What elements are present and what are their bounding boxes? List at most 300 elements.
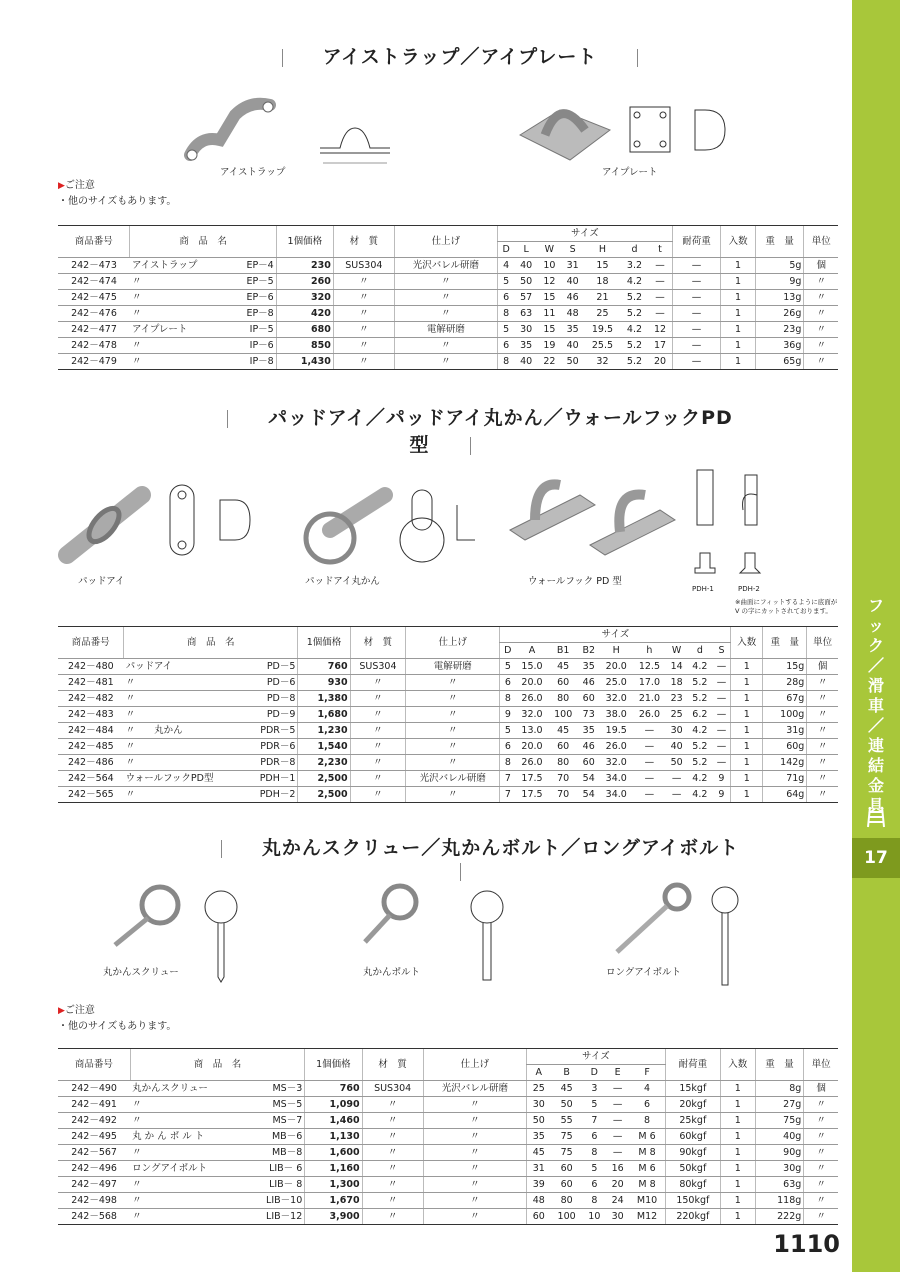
table-row [58,1177,838,1193]
table-cell: アイプレート [130,322,230,338]
table-cell: 242－474 [58,274,130,290]
table-row [58,258,838,274]
table-cell: 25 [527,1081,551,1097]
table-cell: 34.0 [600,771,633,787]
table-cell: 13.0 [515,723,548,739]
table-cell: PDR－8 [245,755,298,771]
table-cell: 48 [561,306,584,322]
table-row [58,1113,838,1129]
table-cell: 242－484 [58,723,124,739]
table-cell: 1,670 [305,1193,362,1209]
table-cell: 5 [583,1161,606,1177]
table-cell: 1 [720,1129,755,1145]
table-cell: — [712,739,730,755]
table-cell: — [712,707,730,723]
table-cell: 5.2 [621,338,649,354]
table-cell: 〃 [807,771,838,787]
column-header: H [600,643,633,659]
table-cell: 〃 [130,290,230,306]
column-header: d [621,242,649,258]
table-cell: 26.0 [600,739,633,755]
table-cell: 1,600 [305,1145,362,1161]
table-cell: 〃 [804,1129,838,1145]
table-cell: 31 [527,1161,551,1177]
table-cell: 75g [755,1113,804,1129]
table-row [58,306,838,322]
category-char: ッ [867,616,884,635]
table-cell: 〃 [804,1113,838,1129]
table-cell: 〃 [423,1209,526,1225]
table-cell: 1 [731,787,763,803]
table-cell: 63g [755,1177,804,1193]
table-cell: 27g [755,1097,804,1113]
pdh2-profile [740,548,760,578]
table-cell: 4.2 [687,787,712,803]
column-header: 仕上げ [423,1049,526,1081]
table-cell: 〃 [333,322,394,338]
table-cell: 〃 [804,1145,838,1161]
table-cell: 〃 [804,1097,838,1113]
column-header: 耐荷重 [672,226,720,258]
table-cell: 260 [276,274,333,290]
table-cell: 19 [538,338,561,354]
table-cell: 60 [527,1209,551,1225]
table-cell: 〃 [406,675,500,691]
table-cell: 5.2 [687,755,712,771]
table-cell: 4.2 [687,659,712,675]
table-cell: 36g [755,338,803,354]
table-row [58,739,838,755]
table-cell: 5.2 [687,739,712,755]
table-cell: 30 [514,322,537,338]
table-cell: 850 [276,338,333,354]
eye-bolt-diagram [462,882,512,987]
table-cell: 〃 [406,691,500,707]
table-cell: M 8 [629,1145,665,1161]
table-cell: 242－498 [58,1193,130,1209]
table-cell: 16 [606,1161,629,1177]
table-cell: 60 [578,755,600,771]
table-cell: 〃 [130,1113,246,1129]
table-cell: 15 [538,322,561,338]
table-cell: 20 [606,1177,629,1193]
table-cell: 1 [720,1161,755,1177]
table-cell: 1 [720,1097,755,1113]
table-cell: MB－6 [246,1129,305,1145]
table-cell: 50 [551,1097,583,1113]
table-cell: 420 [276,306,333,322]
category-char: 連 [867,736,884,755]
column-header: 単位 [804,226,838,258]
chapter-number: 17 [852,838,900,878]
table-cell: 12 [538,274,561,290]
table-cell: 〃 [350,755,406,771]
column-header: 重 量 [755,226,803,258]
table-cell: 50 [527,1113,551,1129]
table-cell: 光沢バレル研磨 [394,258,497,274]
table-cell: — [672,274,720,290]
table-cell: 〃 丸かん [124,723,245,739]
eye-screw-illustration [110,880,190,950]
column-header: 商 品 名 [130,226,276,258]
table-cell: M 6 [629,1161,665,1177]
table-cell: ウォールフックPD型 [124,771,245,787]
table-cell: LIB－ 8 [246,1177,305,1193]
table-row [58,1081,838,1097]
table-cell: 15kgf [665,1081,720,1097]
table-cell: 8 [583,1145,606,1161]
table-cell: 4 [497,258,514,274]
table-cell: 10 [538,258,561,274]
column-header: 仕上げ [394,226,497,258]
column-header: サイズ [497,226,672,242]
table-cell: 〃 [807,787,838,803]
table-cell: 〃 [804,274,838,290]
table-cell: 〃 [333,290,394,306]
table-cell: — [712,723,730,739]
table-cell: — [633,723,666,739]
table-cell: — [666,771,687,787]
table-cell: 〃 [807,691,838,707]
table-cell: 15g [763,659,807,675]
table-cell: 〃 [333,338,394,354]
table-cell: 19.5 [600,723,633,739]
column-header: 重 量 [755,1049,804,1081]
table-cell: 25.0 [600,675,633,691]
table-cell: 5.2 [687,691,712,707]
table-row [58,274,838,290]
table-cell: 〃 [423,1097,526,1113]
pdh1-profile [695,548,715,578]
table-row [58,755,838,771]
table-cell: 〃 [362,1209,423,1225]
table-cell: 光沢バレル研磨 [406,771,500,787]
table-cell: 80 [549,691,578,707]
table-cell: 〃 [804,1177,838,1193]
table-cell: M12 [629,1209,665,1225]
table-cell: 光沢バレル研磨 [423,1081,526,1097]
section-title-eye-bolt: 丸かんスクリュー／丸かんボルト／ロングアイボルト [180,833,740,882]
category-label [852,596,900,816]
category-char: 結 [867,756,884,775]
table-cell: 242－564 [58,771,124,787]
table-cell: — [606,1129,629,1145]
table-cell: MS－5 [246,1097,305,1113]
table-cell: 35 [514,338,537,354]
table-cell: 23g [755,322,803,338]
table-cell: 40 [561,274,584,290]
table-cell: 〃 [394,306,497,322]
table-cell: 電解研磨 [394,322,497,338]
category-char: 具 [867,796,884,815]
table-cell: — [672,354,720,370]
table-cell: — [712,691,730,707]
table-cell: 1 [731,771,763,787]
table-cell: 48 [527,1193,551,1209]
table-cell: 24 [606,1193,629,1209]
table-cell: 〃 [124,675,245,691]
table-cell: 30 [666,723,687,739]
category-char: ク [867,636,884,655]
table-cell: PDR－6 [245,739,298,755]
table-cell: 〃 [130,1193,246,1209]
table-cell: 60 [578,691,600,707]
table-cell: 〃 [333,306,394,322]
table-cell: 2,500 [298,787,350,803]
table-row [58,723,838,739]
table-cell: 5 [497,274,514,290]
table-cell: 54 [578,771,600,787]
eye-bolt-label: 丸かんボルト [363,967,421,978]
table-cell: 242－476 [58,306,130,322]
table-cell: 2,500 [298,771,350,787]
table-cell: 〃 [423,1145,526,1161]
table-cell: 1,540 [298,739,350,755]
table-cell: ロングアイボルト [130,1161,246,1177]
table-cell: 38.0 [600,707,633,723]
table-cell: 1 [721,306,756,322]
pad-eye-label: パッドアイ [78,576,125,587]
column-header: 重 量 [763,627,807,659]
table-cell: 〃 [423,1129,526,1145]
table-cell: 55 [551,1113,583,1129]
table-cell: 〃 [362,1193,423,1209]
pad-eye-spec-table [58,626,838,803]
table-cell: 35 [527,1129,551,1145]
table-cell: 1,460 [305,1113,362,1129]
table-cell: 39 [527,1177,551,1193]
column-header: D [500,643,516,659]
table-cell: 5 [583,1097,606,1113]
table-cell: — [672,258,720,274]
table-cell: 242－473 [58,258,130,274]
table-cell: 電解研磨 [406,659,500,675]
table-cell: 20.0 [515,739,548,755]
table-cell: 1 [720,1145,755,1161]
table-cell: 30 [606,1209,629,1225]
table-cell: 21 [584,290,620,306]
pad-eye-ring-diagram [395,465,495,575]
long-eye-bolt-diagram [705,880,750,990]
table-cell: 8 [500,691,516,707]
eye-plate-diagram [625,95,735,160]
table-cell: 〃 [804,1193,838,1209]
category-char: ／ [867,716,884,735]
table-cell: 21.0 [633,691,666,707]
table-cell: 〃 [130,306,230,322]
table-cell: 23 [666,691,687,707]
column-header: 入数 [731,627,763,659]
table-cell: 242－496 [58,1161,130,1177]
column-header: 単位 [804,1049,838,1081]
table-cell: 242－485 [58,739,124,755]
column-header: d [687,643,712,659]
table-cell: 1 [720,1081,755,1097]
table-cell: 28g [763,675,807,691]
table-cell: 118g [755,1193,804,1209]
table-cell: 242－483 [58,707,124,723]
table-cell: 60g [763,739,807,755]
table-cell: 25kgf [665,1113,720,1129]
table-cell: M 6 [629,1129,665,1145]
table-row [58,771,838,787]
eye-plate-label: アイプレート [602,167,658,178]
table-cell: 63 [514,306,537,322]
column-header: 商品番号 [58,1049,130,1081]
table-cell: 40 [514,354,537,370]
table-cell: 25 [584,306,620,322]
table-cell: 25.5 [584,338,620,354]
eye-bolt-spec-table [58,1048,838,1225]
table-cell: 丸かんスクリュー [130,1081,246,1097]
wall-hook-illustration [500,470,680,560]
table-cell: — [606,1145,629,1161]
column-header: 入数 [721,226,756,258]
table-cell: 1,160 [305,1161,362,1177]
table-cell: 7 [500,787,516,803]
table-row [58,1097,838,1113]
table-cell: 1,300 [305,1177,362,1193]
table-cell: 64g [763,787,807,803]
table-cell: 10 [583,1209,606,1225]
table-cell: 17.0 [633,675,666,691]
table-cell: — [672,338,720,354]
table-cell: IP－6 [230,338,276,354]
table-cell: 〃 [804,306,838,322]
table-cell: — [672,290,720,306]
table-cell: SUS304 [362,1081,423,1097]
table-cell: 6 [583,1129,606,1145]
table-cell: 5.2 [687,675,712,691]
table-cell: 80kgf [665,1177,720,1193]
table-cell: PD－8 [245,691,298,707]
table-cell: 15.0 [515,659,548,675]
pad-eye-ring-illustration [300,490,390,570]
category-char: 滑 [867,676,884,695]
table-cell: 71g [763,771,807,787]
table-cell: 1,230 [298,723,350,739]
table-cell: アイストラップ [130,258,230,274]
column-header: サイズ [500,627,731,643]
table-cell: 4.2 [621,322,649,338]
table-cell: 26.0 [515,691,548,707]
pad-eye-ring-label: パッドアイ丸かん [305,576,380,587]
table-cell: 〃 [350,771,406,787]
table-cell: 32 [584,354,620,370]
table-cell: 〃 [406,707,500,723]
table-cell: 〃 [423,1161,526,1177]
table-row [58,707,838,723]
table-cell: — [712,755,730,771]
table-cell: LIB－ 6 [246,1161,305,1177]
table-cell: 75 [551,1129,583,1145]
table-cell: 〃 [804,338,838,354]
table-cell: — [648,274,672,290]
table-cell: 〃 [333,274,394,290]
table-cell: 8 [500,755,516,771]
column-header: 材 質 [350,627,406,659]
column-header: 商 品 名 [124,627,298,659]
table-cell: 100g [763,707,807,723]
table-cell: 100 [551,1209,583,1225]
table-cell: 90kgf [665,1145,720,1161]
table-cell: 8g [755,1081,804,1097]
table-cell: 242－495 [58,1129,130,1145]
table-cell: 1 [720,1113,755,1129]
table-cell: 9 [712,771,730,787]
table-cell: 〃 [804,322,838,338]
table-cell: 3.2 [621,258,649,274]
table-cell: 60kgf [665,1129,720,1145]
table-cell: PDH－1 [245,771,298,787]
table-cell: 〃 [124,787,245,803]
column-header: L [514,242,537,258]
caution-note-3: ▶ご注意 ・他のサイズもあります。 [58,1005,177,1032]
table-cell: 57 [514,290,537,306]
table-cell: 6 [583,1177,606,1193]
table-cell: 4.2 [687,723,712,739]
table-cell: EP－4 [230,258,276,274]
table-cell: — [648,306,672,322]
column-header: 材 質 [333,226,394,258]
category-char: 金 [867,776,884,795]
column-header: W [538,242,561,258]
table-row [58,1193,838,1209]
column-header: D [497,242,514,258]
table-cell: 220kgf [665,1209,720,1225]
table-row [58,691,838,707]
table-cell: 〃 [350,707,406,723]
table-cell: 1,090 [305,1097,362,1113]
table-cell: 〃 [350,739,406,755]
eye-screw-diagram [195,882,255,987]
column-header: 単位 [807,627,838,659]
table-cell: 75 [551,1145,583,1161]
table-cell: 個 [807,659,838,675]
table-cell: 242－567 [58,1145,130,1161]
table-cell: 1,430 [276,354,333,370]
table-cell: 1,130 [305,1129,362,1145]
table-cell: 〃 [804,290,838,306]
wall-hook-label: ウォールフック PD 型 [528,576,622,587]
column-header: 仕上げ [406,627,500,659]
table-cell: 8 [497,354,514,370]
table-cell: 222g [755,1209,804,1225]
column-header: B1 [549,643,578,659]
table-cell: 5 [500,723,516,739]
table-cell: パッドアイ [124,659,245,675]
column-header: 商品番号 [58,627,124,659]
column-header: W [666,643,687,659]
table-cell: — [672,306,720,322]
table-cell: PD－9 [245,707,298,723]
column-header: A [515,643,548,659]
table-cell: 46 [578,675,600,691]
table-cell: 1 [720,1209,755,1225]
table-cell: 1 [720,1177,755,1193]
table-cell: 45 [549,659,578,675]
table-cell: 70 [549,787,578,803]
table-cell: 〃 [124,739,245,755]
table-cell: 50 [561,354,584,370]
eye-bolt-illustration [360,880,420,950]
table-cell: 60 [549,675,578,691]
table-cell: 3,900 [305,1209,362,1225]
eye-screw-label: 丸かんスクリュー [103,967,179,978]
table-cell: PD－6 [245,675,298,691]
table-row [58,1161,838,1177]
table-cell: 40g [755,1129,804,1145]
